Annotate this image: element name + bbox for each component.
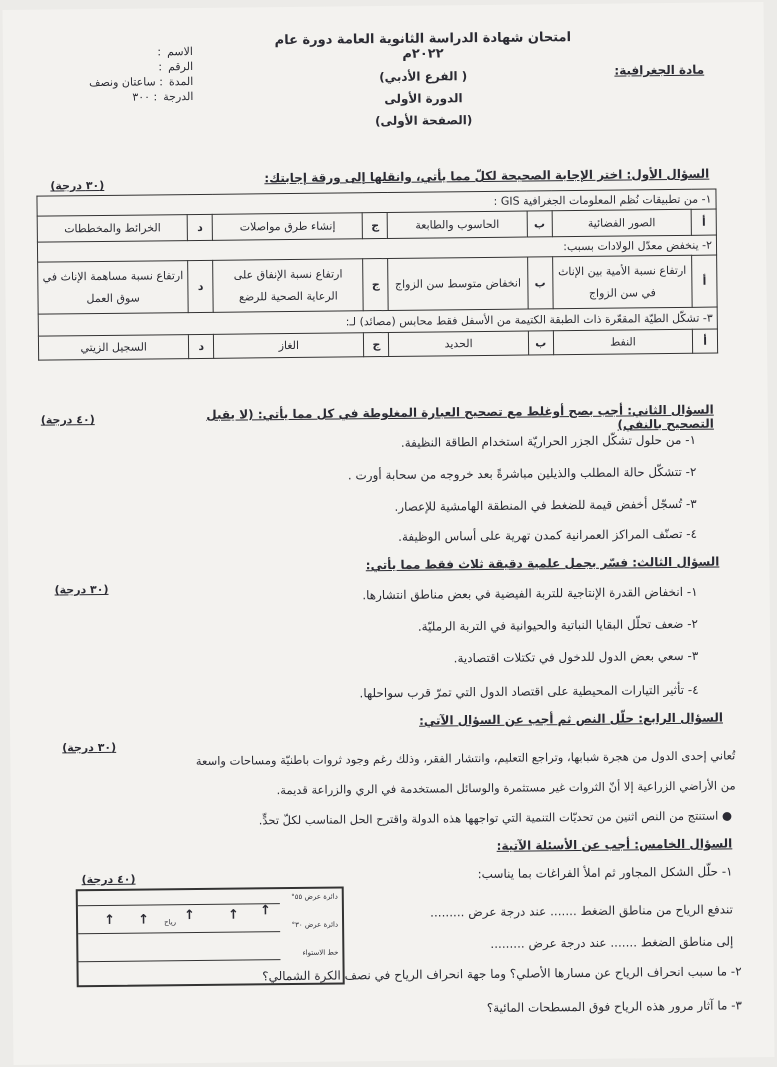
arrow-up-icon: ↑ bbox=[137, 912, 150, 928]
q5-line: ٣- ما آثار مرور هذه الرياح فوق المسطحات المائية؟ bbox=[486, 998, 743, 1015]
field-number: الرقم : bbox=[158, 60, 194, 74]
q3-item: ٤- تأثير التيارات المحيطية على اقتصاد الدول التي تمرّ قرب سواحلها. bbox=[359, 682, 699, 701]
q4-text-line1: تُعاني إحدى الدول من هجرة شبابها، وتراجع التعليم، وانتشار الفقر، وذلك رغم وجود ثروات باطنيّة ومساحات واسعة bbox=[195, 748, 736, 769]
option: الحاسوب والطابعة bbox=[387, 211, 527, 238]
diagram-arrow-label: رياح bbox=[164, 918, 177, 927]
q1-marks: (٣٠ درجة) bbox=[50, 178, 105, 193]
q4-bullet: ● استنتج من النص اثنين من تحديّات التنمية التي تواجهها هذه الدولة واقترح الحل المناسب لكلّ تحدٍّ. bbox=[258, 808, 733, 828]
option: الصور الفضائية bbox=[552, 209, 692, 236]
exam-page: (الصفحة الأولى) bbox=[374, 113, 473, 129]
exam-session: الدورة الأولى bbox=[384, 91, 463, 107]
q5-line: إلى مناطق الضغط ....... عند درجة عرض ......... bbox=[490, 934, 734, 951]
option: الغاز bbox=[214, 333, 365, 359]
q3-marks: (٣٠ درجة) bbox=[54, 582, 109, 597]
diagram-label-55: دائرة عرض ٥٥° bbox=[291, 892, 338, 902]
option: ارتفاع نسبة الإنفاق على الرعاية الصحية للرضع bbox=[213, 259, 364, 313]
arrow-up-icon: ↑ bbox=[259, 903, 271, 919]
q5-line: تندفع الرياح من مناطق الضغط ....... عند درجة عرض ......... bbox=[430, 902, 734, 920]
q1-item1-options: أ الصور الفضائية ب الحاسوب والطابعة ج إنشاء طرق مواصلات د الخرائط والمخططات bbox=[37, 209, 716, 242]
q1-title: السؤال الأول: اختر الإجابة الصحيحة لكلّ مما يأتي، وانقلها إلى ورقة إجابتك: bbox=[264, 166, 710, 186]
q2-item: ٣- تُسجّل أخفض قيمة للضغط في المنطقة الهامشية للإعصار. bbox=[394, 496, 697, 514]
field-grade: الدرجة : ٣٠٠ bbox=[132, 90, 194, 104]
q4-text-line2: من الأراضي الزراعية إلا أنّ الثروات غير مستثمرة والوسائل المستخدمة في الري والزراعة قديمة. bbox=[276, 778, 736, 798]
q5-title: السؤال الخامس: أجب عن الأسئلة الآتية: bbox=[496, 836, 733, 853]
q2-item: ٢- تتشكّل حالة المطلب والذيلين مباشرةً بعد خروجه من سحابة أورت . bbox=[347, 464, 697, 483]
q3-item: ١- انخفاض القدرة الإنتاجية للتربة الفيضية في بعض مناطق انتشارها. bbox=[362, 584, 698, 603]
q5-marks: (٤٠ درجة) bbox=[81, 872, 136, 887]
option: النفط bbox=[553, 329, 693, 354]
field-duration: المدة : ساعتان ونصف bbox=[88, 75, 194, 90]
arrow-up-icon: ↑ bbox=[103, 912, 116, 928]
q3-item: ٣- سعي بعض الدول للدخول في تكتلات اقتصادية. bbox=[453, 648, 699, 666]
exam-branch: ( الفرع الأدبي) bbox=[379, 69, 468, 85]
exam-header bbox=[258, 30, 589, 137]
option: الحديد bbox=[389, 331, 529, 356]
q4-title: السؤال الرابع: حلّل النص ثم أجب عن السؤال الآتي: bbox=[418, 710, 724, 728]
field-name: الاسم : bbox=[157, 45, 194, 59]
subject-label: مادة الجغرافية: bbox=[614, 62, 705, 78]
option: السجيل الزيتي bbox=[38, 335, 189, 361]
arrow-up-icon: ↑ bbox=[227, 907, 239, 923]
diagram-label-equator: خط الاستواء bbox=[302, 948, 339, 957]
q3-item: ٢- ضعف تحلّل البقايا النباتية والحيوانية في التربة الرمليّة. bbox=[417, 616, 699, 634]
q1-item3-stem: ٣- تشكّل الطيّة المقعّرة ذات الطبقة الكتيمة من الأسفل فقط محابس (مصائد) لـ: bbox=[38, 307, 717, 336]
diagram-label-30: دائرة عرض ٣٠° bbox=[291, 920, 339, 930]
option: ارتفاع نسبة الأمية بين الإناث في سن الزواج bbox=[552, 255, 692, 308]
exam-sheet bbox=[2, 2, 774, 1065]
exam-title: امتحان شهادة الدراسة الثانوية العامة دورة عام ٢٠٢٢م bbox=[274, 30, 572, 62]
q1-item2-stem: ٢- ينخفض معدّل الولادات بسبب: bbox=[37, 235, 716, 262]
q2-item: ٤- تصنّف المراكز العمرانية كمدن تهرية على أساس الوظيفة. bbox=[398, 526, 698, 544]
q2-title: السؤال الثاني: أجب بصح أوغلط مع تصحيح العبارة المغلوطة في كل مما يأتي: (لا يقبل التصحيح بالنفي) bbox=[206, 402, 714, 432]
q5-line: ١- حلّل الشكل المجاور ثم املأ الفراغات بما يناسب: bbox=[477, 864, 733, 882]
q1-item3-options: أ النفط ب الحديد ج الغاز د السجيل الزيتي bbox=[38, 329, 717, 360]
option: إنشاء طرق مواصلات bbox=[212, 213, 363, 241]
q4-marks: (٣٠ درجة) bbox=[62, 740, 117, 755]
q2-marks: (٤٠ درجة) bbox=[40, 413, 95, 427]
student-info bbox=[43, 44, 194, 106]
q5-line: ٢- ما سبب انحراف الرياح عن مسارها الأصلي؟ وما جهة انحراف الرياح في نصف الكرة الشمالي؟ bbox=[262, 964, 742, 984]
q1-table bbox=[36, 189, 718, 361]
q1-item1-stem: ١- من تطبيقات نُظم المعلومات الجغرافية GIS : bbox=[37, 189, 716, 216]
q1-item2-options: أ ارتفاع نسبة الأمية بين الإناث في سن الزواج ب انخفاض متوسط سن الزواج ج ارتفاع نسبة الإنفاق على الرعاية الصحية للرضع د ارتفاع نسبة مساهمة الإناث في سوق العمل bbox=[38, 255, 718, 314]
arrow-up-icon: ↑ bbox=[183, 908, 195, 924]
q3-title: السؤال الثالث: فسّر بجمل علمية دقيقة ثلاث فقط مما يأتي: bbox=[365, 554, 720, 573]
option: الخرائط والمخططات bbox=[37, 215, 188, 243]
option: ارتفاع نسبة مساهمة الإناث في سوق العمل bbox=[38, 261, 189, 315]
q2-item: ١- من حلول تشكّل الجزر الحراريّة استخدام الطاقة النظيفة. bbox=[400, 432, 697, 450]
option: انخفاض متوسط سن الزواج bbox=[388, 257, 528, 310]
